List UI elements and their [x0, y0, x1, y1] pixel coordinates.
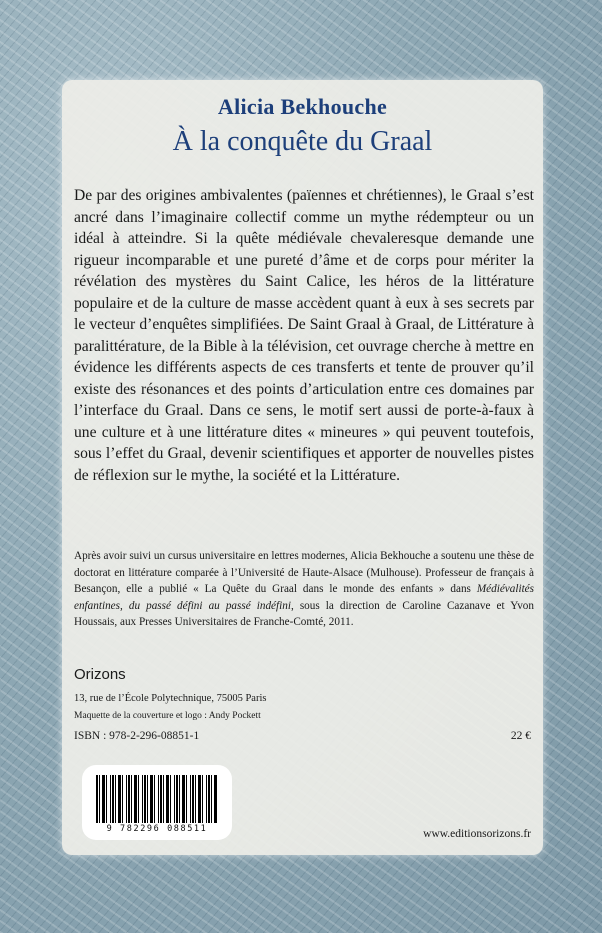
- barcode-box: [82, 765, 232, 840]
- author-name: Alicia Bekhouche: [217, 94, 388, 119]
- publisher-name: Orizons: [74, 666, 126, 683]
- publisher-address: 13, rue de l’École Polytechnique, 75005 Paris: [74, 693, 267, 704]
- bio-book-title: Médiévalités enfantines, du passé défini au passé indéfini: [74, 583, 534, 612]
- summary-paragraph: De par des origines ambivalentes (païennes et chrétiennes), le Graal s’est ancré dans l’imaginaire collectif comme un mythe rédempteur ou un idéal à atteindre. Si la quête médiévale chevaleresque demande une rigueur incomparable et une pureté d’âme et de corps pour mériter la révélation des mystères du Saint Calice, les héros de la littérature populaire et de la culture de masse accèdent quant à eux à ses secrets par le vecteur d’enquêtes simplifiées. De Saint Graal à Graal, de Littérature à paralittérature, de la Bible à la télévision, cet ouvrage cherche à mettre en évidence les différents aspects de ces transferts et tente de prouver qu’il existe des résonances et des points d’articulation entre ces domaines par l’interface du Graal. Dans ce sens, le motif sert aussi de porte-à-faux à une culture et à une littérature dites « mineures » qui peuvent toutefois, sous l’effet du Graal, devenir scientifiques et apporter de nouvelles pistes de réflexion sur le mythe, la société et la Littérature.: [74, 187, 534, 484]
- price: 22 €: [510, 730, 531, 742]
- barcode-icon: [96, 775, 218, 823]
- author-bio: [74, 548, 534, 631]
- publisher-website[interactable]: www.editionsorizons.fr: [423, 828, 531, 840]
- isbn: ISBN : 978-2-296-08851-1: [74, 730, 200, 742]
- barcode-digits: 9 782296 088511: [106, 824, 208, 834]
- book-title: À la conquête du Graal: [172, 126, 433, 157]
- bio-text-1: Après avoir suivi un cursus universitaire en lettres modernes, Alicia Bekhouche a soutenu une thèse de doctorat en littérature comparée à l’Université de Haute-Alsace (Mulhouse). Professeur de français à Besançon, elle a publié « La Quête du Graal dans le monde des enfants » dans: [74, 550, 534, 595]
- bio-text-2: , sous la direction de Caroline Cazanave et Yvon Houssais, aux Presses Universitaires de Franche-Comté, 2011.: [74, 599, 534, 628]
- back-cover-panel: [62, 80, 543, 855]
- cover-credits: Maquette de la couverture et logo : Andy Pockett: [74, 711, 261, 721]
